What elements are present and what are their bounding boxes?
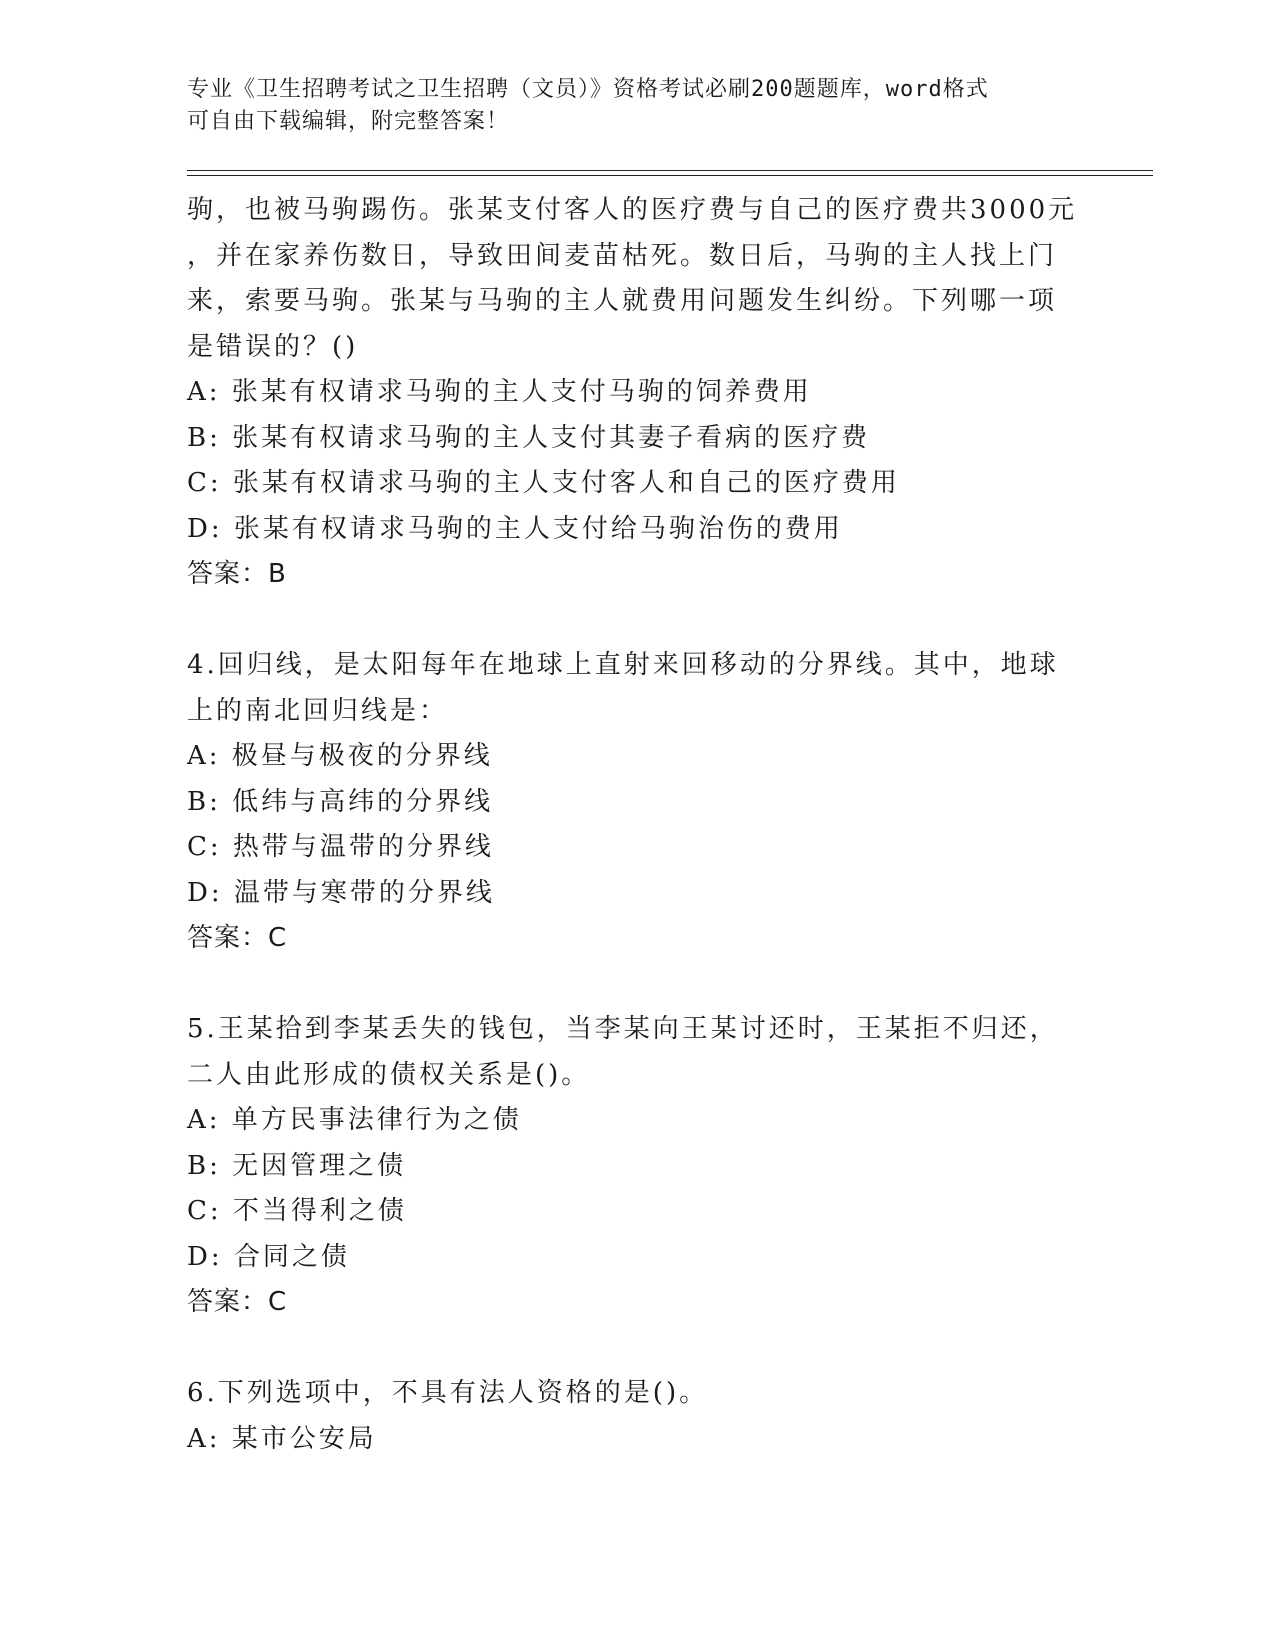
- question-6-option-a: A: 某市公安局: [187, 1423, 377, 1454]
- header-rule-top: [187, 170, 1153, 171]
- question-5-option-d: D: 合同之债: [187, 1241, 350, 1272]
- question-4-option-a: A: 极昼与极夜的分界线: [187, 741, 493, 771]
- question-5: [187, 1007, 1087, 1326]
- document-header: [187, 74, 1087, 138]
- question-6-text-line: 6.下列选项中，不具有法人资格的是()。: [187, 1378, 709, 1408]
- question-5-option-c: C: 不当得利之债: [187, 1196, 407, 1226]
- question-3: [187, 188, 1087, 598]
- header-title-line-2: 可自由下载编辑，附完整答案！: [187, 109, 510, 134]
- question-3-answer: 答案：B: [187, 559, 287, 589]
- document-body: [187, 188, 1087, 1462]
- question-4: [187, 643, 1087, 962]
- question-5-text-line: 5.王某拾到李某丢失的钱包，当李某向王某讨还时，王某拒不归还，: [187, 1014, 1059, 1044]
- header-title-line-1: 专业《卫生招聘考试之卫生招聘（文员）》资格考试必刷200题题库，word格式: [187, 77, 989, 102]
- question-spacer: [187, 962, 1087, 1008]
- question-3-option-b: B: 张某有权请求马驹的主人支付其妻子看病的医疗费: [187, 422, 871, 453]
- question-5-text-line: 二人由此形成的债权关系是()。: [187, 1059, 591, 1090]
- question-spacer: [187, 1326, 1087, 1372]
- question-3-option-d: D: 张某有权请求马驹的主人支付给马驹治伤的费用: [187, 513, 843, 544]
- question-4-answer: 答案：C: [187, 923, 288, 953]
- question-4-option-d: D: 温带与寒带的分界线: [187, 877, 495, 908]
- question-3-text-line: 驹，也被马驹踢伤。张某支付客人的医疗费与自己的医疗费共3000元: [187, 195, 1078, 225]
- question-4-option-c: C: 热带与温带的分界线: [187, 832, 494, 862]
- question-spacer: [187, 598, 1087, 644]
- question-4-option-b: B: 低纬与高纬的分界线: [187, 786, 494, 817]
- question-4-text-line: 上的南北回归线是：: [187, 695, 449, 726]
- question-5-option-a: A: 单方民事法律行为之债: [187, 1105, 522, 1135]
- question-3-option-a: A: 张某有权请求马驹的主人支付马驹的饲养费用: [187, 377, 812, 407]
- question-6: [187, 1371, 1087, 1462]
- question-5-answer: 答案：C: [187, 1287, 288, 1317]
- question-5-option-b: B: 无因管理之债: [187, 1150, 407, 1181]
- question-3-text-line: 来，索要马驹。张某与马驹的主人就费用问题发生纠纷。下列哪一项: [187, 286, 1058, 316]
- question-4-text-line: 4.回归线，是太阳每年在地球上直射来回移动的分界线。其中，地球: [187, 650, 1059, 680]
- question-3-text-line: ，并在家养伤数日，导致田间麦苗枯死。数日后，马驹的主人找上门: [187, 240, 1058, 271]
- header-rule-bottom: [187, 175, 1153, 176]
- question-3-option-c: C: 张某有权请求马驹的主人支付客人和自己的医疗费用: [187, 468, 900, 498]
- question-3-text-line: 是错误的？(): [187, 331, 359, 362]
